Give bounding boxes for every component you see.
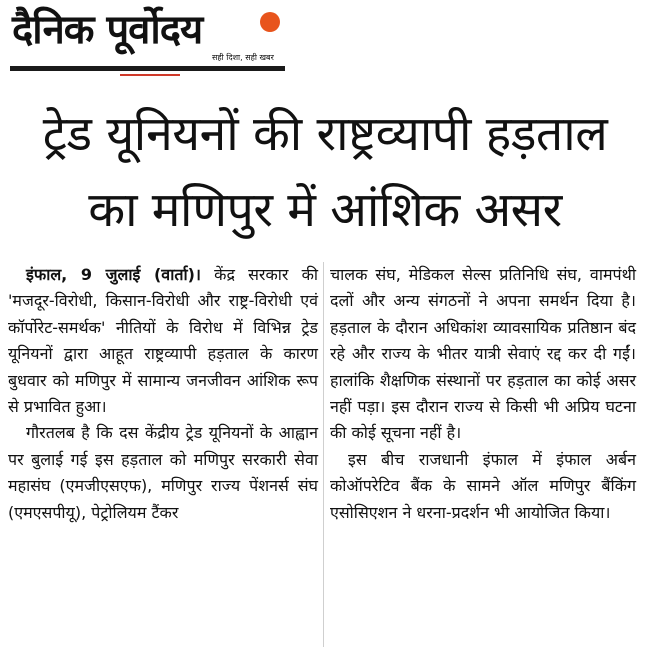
- article-column-left: [8, 262, 318, 652]
- article-paragraph-3: इस बीच राजधानी इंफाल में इंफाल अर्बन कोऑपरेटिव बैंक के सामने ऑल मणिपुर बैंकिंग एसोसिएशन ने धरना-प्रदर्शन भी आयोजित किया।: [330, 449, 636, 522]
- paragraph-1-body: केंद्र सरकार की 'मजदूर-विरोधी, किसान-विरोधी और राष्ट्र-विरोधी एवं कॉर्पोरेट-समर्थक' नीतियों के विरोध में विभिन्न ट्रेड यूनियनों द्वारा आहूत राष्ट्रव्यापी हड़ताल के कारण बुधवार को मणिपुर में सामान्य जनजीवन आंशिक रूप से प्रभावित हुआ।: [8, 265, 318, 417]
- tagline: सही दिशा, सही खबर: [212, 53, 274, 62]
- column-divider: [323, 262, 324, 647]
- newspaper-logo: दैनिक पूर्वोदय: [12, 6, 203, 53]
- headline-line-1: ट्रेड यूनियनों की राष्ट्रव्यापी हड़ताल: [42, 106, 608, 162]
- masthead-accent-rule: [120, 74, 180, 76]
- article-column-right: [330, 262, 636, 652]
- masthead: [10, 4, 285, 74]
- article-paragraph-1: [8, 262, 318, 420]
- dateline: इंफाल, 9 जुलाई (वार्ता)।: [26, 265, 201, 284]
- logo-sun-icon: [260, 12, 280, 32]
- article-headline: [20, 96, 630, 248]
- masthead-rule: [10, 66, 285, 71]
- article-paragraph-2-continued: चालक संघ, मेडिकल सेल्स प्रतिनिधि संघ, वामपंथी दलों और अन्य संगठनों ने अपना समर्थन दिया है। हड़ताल के दौरान अधिकांश व्यावसायिक प्रतिष्ठान बंद रहे और राज्य के भीतर यात्री सेवाएं रद्द कर दी गईं। हालांकि शैक्षणिक संस्थानों पर हड़ताल का कोई असर नहीं पड़ा। इस दौरान राज्य से किसी भी अप्रिय घटना की कोई सूचना नहीं है।: [330, 265, 636, 443]
- headline-line-2: का मणिपुर में आंशिक असर: [88, 182, 562, 238]
- article-paragraph-2: गौरतलब है कि दस केंद्रीय ट्रेड यूनियनों के आह्वान पर बुलाई गई इस हड़ताल को मणिपुर सरकारी सेवा महासंघ (एमजीएसएफ), मणिपुर राज्य पेंशनर्स संघ (एमएसपीयू), पेट्रोलियम टैंकर: [8, 423, 318, 522]
